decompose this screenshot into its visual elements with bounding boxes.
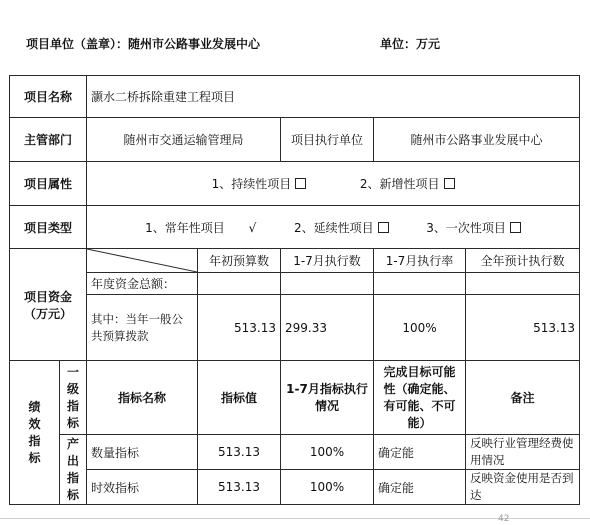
row-funds-header	[10, 249, 580, 273]
funds-public-label: 其中：当年一般公共预算拨款	[87, 295, 198, 361]
checkbox-icon	[510, 222, 521, 233]
page-number: 42	[498, 514, 510, 524]
project-name-label: 项目名称	[10, 76, 87, 118]
attribute-option-1: 1、持续性项目	[211, 177, 292, 191]
funds-label-line1: 项目资金	[24, 289, 73, 304]
funds-label	[10, 249, 87, 361]
perf-row-name: 数量指标	[87, 435, 198, 470]
table-row	[10, 435, 580, 470]
perf-row-exec: 100%	[281, 470, 374, 505]
funds-budget-value: 513.13	[198, 295, 281, 361]
currency-unit-label: 单位：万元	[380, 37, 441, 51]
funds-col-exec: 1-7月执行数	[281, 249, 374, 273]
funds-col-rate: 1-7月执行率	[374, 249, 466, 273]
funds-col-forecast: 全年预计执行数	[466, 249, 580, 273]
perf-row-exec: 100%	[281, 435, 374, 470]
attribute-options	[87, 162, 580, 206]
row-perf-header	[10, 361, 580, 435]
checkbox-icon	[295, 178, 306, 189]
exec-unit-value: 随州市公路事业发展中心	[374, 118, 580, 162]
funds-exec-value: 299.33	[281, 295, 374, 361]
page-header	[26, 35, 586, 55]
funds-label-line2: （万元）	[24, 306, 73, 321]
department-label: 主管部门	[10, 118, 87, 162]
perf-col-exec: 1-7月指标执行情况	[281, 361, 374, 435]
funds-col-budget: 年初预算数	[198, 249, 281, 273]
type-options	[87, 206, 580, 249]
perf-row-name: 时效指标	[87, 470, 198, 505]
performance-label: 绩效指标	[10, 361, 60, 505]
perf-col-possibility: 完成目标可能性（确定能、有可能、不可能）	[374, 361, 466, 435]
perf-col-value: 指标值	[198, 361, 281, 435]
checkbox-icon	[444, 178, 455, 189]
exec-unit-label: 项目执行单位	[281, 118, 374, 162]
perf-row-value: 513.13	[198, 470, 281, 505]
project-table	[9, 75, 580, 505]
row-funds-total	[10, 273, 580, 295]
table-row	[10, 470, 580, 505]
type-option-1: 1、常年性项目	[145, 220, 225, 235]
attribute-label: 项目属性	[10, 162, 87, 206]
type-option-2: 2、延续性项目	[293, 220, 374, 235]
perf-row-possibility: 确定能	[374, 435, 466, 470]
row-type	[10, 206, 580, 249]
level2-label: 产出指标	[60, 435, 87, 505]
funds-rate-value: 100%	[374, 295, 466, 361]
level1-label: 一级指标	[60, 361, 87, 435]
row-department	[10, 118, 580, 162]
project-unit-label: 项目单位（盖章）：随州市公路事业发展中心	[26, 37, 261, 51]
perf-col-note: 备注	[466, 361, 580, 435]
funds-total-label: 年度资金总额：	[87, 273, 198, 295]
row-attribute	[10, 162, 580, 206]
perf-row-note: 反映资金使用是否到达	[466, 470, 580, 505]
perf-col-name: 指标名称	[87, 361, 198, 435]
attribute-option-2: 2、新增性项目	[359, 177, 440, 191]
type-option-3: 3、一次性项目	[426, 220, 506, 235]
diagonal-cell	[87, 249, 198, 273]
check-mark-icon: √	[248, 220, 257, 235]
checkbox-icon	[378, 222, 389, 233]
perf-row-note: 反映行业管理经费使用情况	[466, 435, 580, 470]
row-funds-public	[10, 295, 580, 361]
project-name-value: 灏水二桥拆除重建工程项目	[87, 76, 580, 118]
department-value: 随州市交通运输管理局	[87, 118, 281, 162]
funds-forecast-value: 513.13	[466, 295, 580, 361]
perf-row-possibility: 确定能	[374, 470, 466, 505]
perf-row-value: 513.13	[198, 435, 281, 470]
row-project-name	[10, 76, 580, 118]
type-label: 项目类型	[10, 206, 87, 249]
